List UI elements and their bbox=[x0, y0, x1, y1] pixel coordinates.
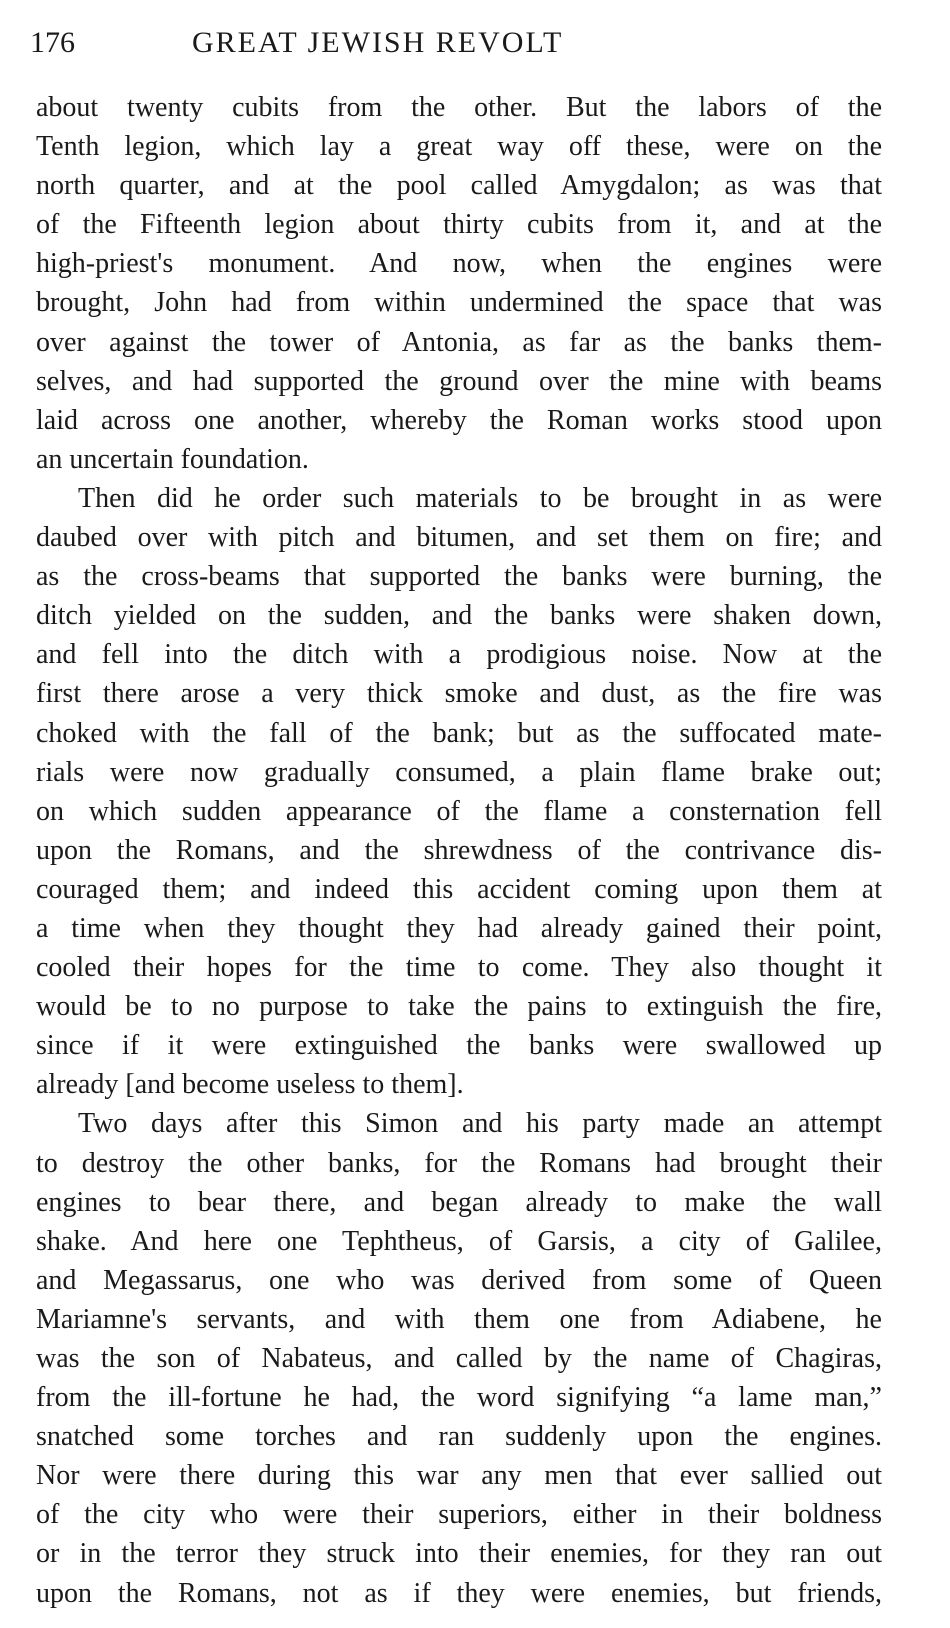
text-line: upon the Romans, not as if they were enemies, but friends, bbox=[36, 1577, 882, 1609]
text-line: brought, John had from within undermined the space that was bbox=[36, 287, 882, 319]
text-line: daubed over with pitch and bitumen, and set them on fire; and bbox=[36, 522, 882, 554]
text-line: Then did he order such materials to be brought in as were bbox=[78, 482, 882, 514]
text-line: over against the tower of Antonia, as far as the banks them- bbox=[36, 326, 882, 358]
running-title: GREAT JEWISH REVOLT bbox=[192, 26, 564, 59]
page-number: 176 bbox=[30, 26, 75, 59]
running-header bbox=[30, 26, 890, 66]
text-line: was the son of Nabateus, and called by the name of Chagiras, bbox=[36, 1343, 882, 1374]
text-line: on which sudden appearance of the flame a consternation fell bbox=[36, 795, 882, 827]
text-line: rials were now gradually consumed, a plain flame brake out; bbox=[36, 756, 882, 788]
text-line: laid across one another, whereby the Roman works stood upon bbox=[36, 404, 882, 436]
text-line: would be to no purpose to take the pains to extinguish the fire, bbox=[36, 991, 882, 1023]
text-line: Mariamne's servants, and with them one from Adiabene, he bbox=[36, 1303, 882, 1335]
text-line: upon the Romans, and the shrewdness of the contrivance dis- bbox=[36, 834, 882, 866]
text-line: Tenth legion, which lay a great way off these, were on the bbox=[36, 131, 882, 163]
text-line: an uncertain foundation. bbox=[36, 443, 309, 475]
text-line: a time when they thought they had already gained their point, bbox=[36, 912, 882, 944]
body-text bbox=[36, 88, 882, 1613]
text-line: engines to bear there, and began already to make the wall bbox=[36, 1186, 882, 1218]
text-line: selves, and had supported the ground over the mine with beams bbox=[36, 365, 882, 397]
text-line: or in the terror they struck into their enemies, for they ran out bbox=[36, 1538, 882, 1570]
text-line: cooled their hopes for the time to come. They also thought it bbox=[36, 952, 882, 984]
text-line: of the city who were their superiors, either in their boldness bbox=[36, 1499, 882, 1531]
text-line: couraged them; and indeed this accident coming upon them at bbox=[36, 873, 882, 905]
text-line: choked with the fall of the bank; but as the suffocated mate- bbox=[36, 717, 882, 749]
text-line: from the ill-fortune he had, the word signifying “a lame man,” bbox=[36, 1382, 882, 1414]
text-line: Nor were there during this war any men that ever sallied out bbox=[36, 1460, 882, 1492]
text-line: of the Fifteenth legion about thirty cubits from it, and at the bbox=[36, 209, 882, 241]
text-line: north quarter, and at the pool called Amygdalon; as was that bbox=[36, 170, 882, 202]
text-line: high-priest's monument. And now, when the engines were bbox=[36, 248, 882, 280]
text-line: snatched some torches and ran suddenly upon the engines. bbox=[36, 1421, 882, 1453]
text-line: and fell into the ditch with a prodigious noise. Now at the bbox=[36, 639, 882, 671]
text-line: as the cross-beams that supported the banks were burning, the bbox=[36, 561, 882, 593]
text-line: already [and become useless to them]. bbox=[36, 1069, 464, 1101]
text-line: shake. And here one Tephtheus, of Garsis, a city of Galilee, bbox=[36, 1225, 882, 1257]
text-line: and Megassarus, one who was derived from some of Queen bbox=[36, 1264, 882, 1296]
text-line: first there arose a very thick smoke and dust, as the fire was bbox=[36, 678, 882, 710]
text-line: about twenty cubits from the other. But the labors of the bbox=[36, 92, 882, 123]
text-line: ditch yielded on the sudden, and the banks were shaken down, bbox=[36, 600, 882, 632]
text-line: Two days after this Simon and his party made an attempt bbox=[78, 1108, 882, 1140]
text-line: since if it were extinguished the banks were swallowed up bbox=[36, 1030, 882, 1062]
text-line: to destroy the other banks, for the Romans had brought their bbox=[36, 1147, 882, 1179]
